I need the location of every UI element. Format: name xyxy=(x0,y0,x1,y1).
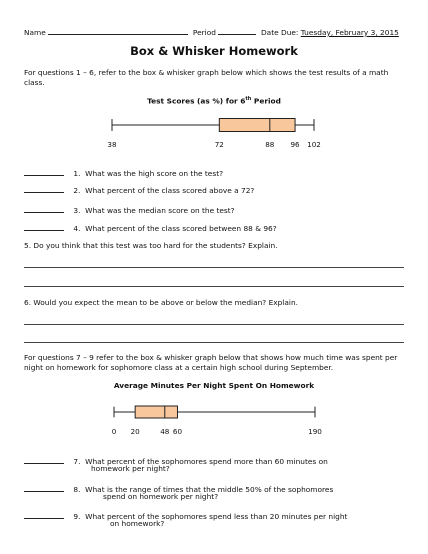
question-num: 2. xyxy=(73,186,81,195)
question-text: What was the median score on the test? xyxy=(85,206,235,215)
chart1-title-main: Test Scores (as %) for 6 xyxy=(147,96,246,106)
question-num: 1. xyxy=(73,169,81,178)
tick-label: 0 xyxy=(111,427,117,436)
section1-intro: For questions 1 – 6, refer to the box & whisker graph below which shows the test results of a math class. xyxy=(24,68,389,87)
tick-label: 60 xyxy=(172,427,183,436)
question-line1: What is the range of times that the middle 50% of the sophomores xyxy=(85,485,334,494)
question-line1: What percent of the sophomores spend more than 60 minutes on xyxy=(85,457,328,466)
section2-intro: For questions 7 – 9 refer to the box & whisker graph below that shows how much time was spent per night on homework for sophomore class at a certain high school during September. xyxy=(24,353,398,372)
period-label: Period xyxy=(192,28,216,37)
question-7-line2: homework per night? xyxy=(91,464,170,473)
question-line1: What percent of the sophomores spend less than 20 minutes per night xyxy=(85,512,348,521)
question-text: What percent of the class scored above a 72? xyxy=(85,186,255,195)
tick-label: 96 xyxy=(290,140,300,149)
answer-blank-9[interactable] xyxy=(24,510,64,519)
tick-label: 20 xyxy=(130,427,140,436)
question-5: 5. Do you think that this test was too hard for the students? Explain. xyxy=(24,241,278,250)
question-9 xyxy=(24,510,347,522)
page-title: Box & Whisker Homework xyxy=(130,44,298,58)
date-due-value: Tuesday, February 3, 2015 xyxy=(300,28,399,37)
chart1-title-sup: th xyxy=(245,96,252,102)
tick-label: 48 xyxy=(160,427,170,436)
tick-label: 72 xyxy=(214,140,224,149)
question-text: What was the high score on the test? xyxy=(85,169,224,178)
name-label: Name xyxy=(24,28,46,37)
question-num: 7. xyxy=(73,457,81,466)
question-9-line2: on homework? xyxy=(110,519,165,528)
question-6: 6. Would you expect the mean to be above or below the median? Explain. xyxy=(24,298,298,307)
tick-label: 190 xyxy=(308,427,322,436)
question-num: 3. xyxy=(73,206,81,215)
question-7 xyxy=(24,455,328,467)
date-due-label: Date Due: xyxy=(260,28,299,37)
question-text: What percent of the class scored between 88 & 96? xyxy=(85,224,277,233)
tick-label: 88 xyxy=(265,140,275,149)
iqr-box xyxy=(135,406,177,418)
answer-blank-8[interactable] xyxy=(24,483,64,492)
question-8-line2: spend on homework per night? xyxy=(103,492,219,501)
chart1-title-end: Period xyxy=(251,96,281,106)
tick-label: 102 xyxy=(307,140,321,149)
tick-label: 38 xyxy=(107,140,117,149)
chart2-title: Average Minutes Per Night Spent On Homework xyxy=(113,381,315,390)
question-num: 8. xyxy=(73,485,81,494)
question-num: 4. xyxy=(73,224,81,233)
question-num: 9. xyxy=(73,512,81,521)
answer-blank-7[interactable] xyxy=(24,455,64,464)
